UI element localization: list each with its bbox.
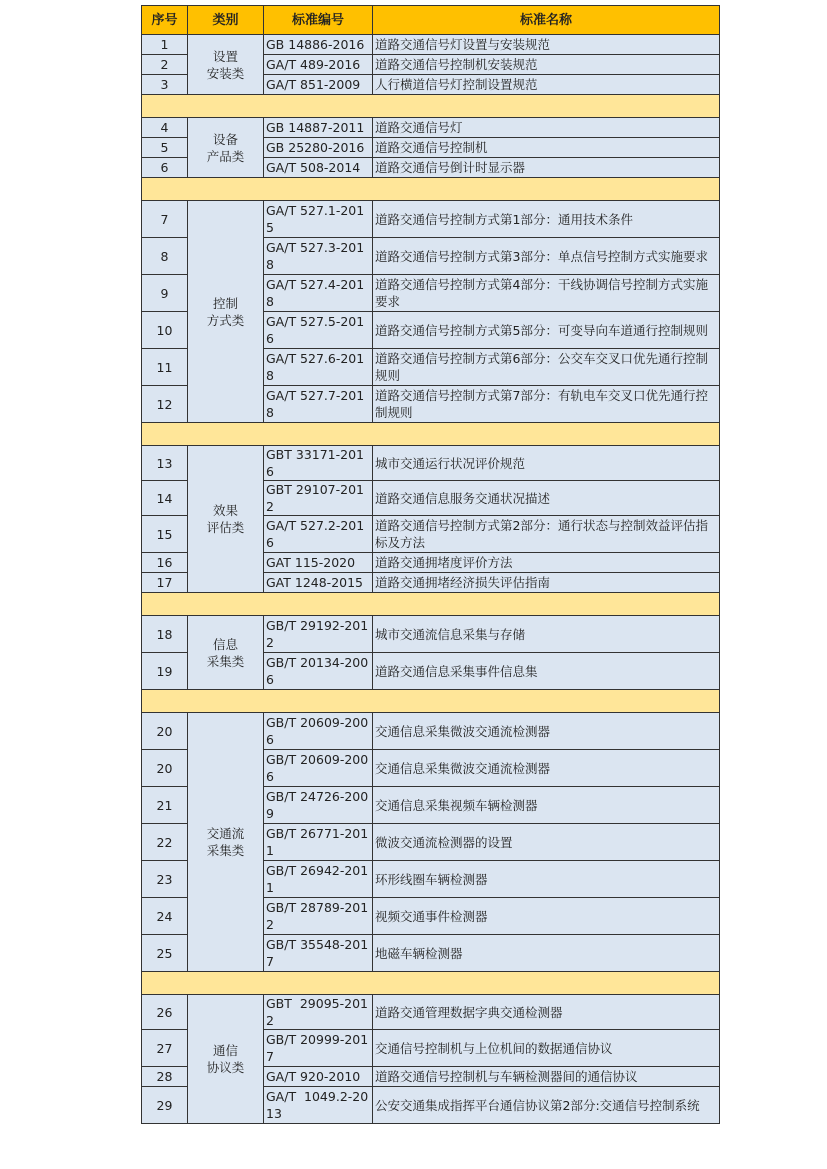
standard-code: GB/T 20999-2017 [264, 1030, 373, 1067]
standard-name: 道路交通管理数据字典交通检测器 [373, 995, 720, 1030]
standard-name: 道路交通信号控制机 [373, 138, 720, 158]
header-category: 类别 [188, 6, 264, 35]
section-separator [142, 95, 720, 118]
separator-cell [142, 690, 720, 713]
section-separator [142, 423, 720, 446]
row-number: 23 [142, 861, 188, 898]
standard-code: GA/T 527.7-2018 [264, 386, 373, 423]
standard-name: 道路交通信号控制机安装规范 [373, 55, 720, 75]
category-label: 评估类 [206, 520, 245, 535]
standard-name: 交通信息采集视频车辆检测器 [373, 787, 720, 824]
row-number: 25 [142, 935, 188, 972]
standard-code: GB/T 29192-2012 [264, 616, 373, 653]
section-separator [142, 972, 720, 995]
row-number: 4 [142, 118, 188, 138]
standard-code: GAT 1248-2015 [264, 573, 373, 593]
row-number: 1 [142, 35, 188, 55]
row-number: 13 [142, 446, 188, 481]
standard-name: 道路交通信号控制方式第4部分：干线协调信号控制方式实施要求 [373, 275, 720, 312]
standard-code: GB/T 28789-2012 [264, 898, 373, 935]
table-row [142, 713, 720, 750]
row-number: 24 [142, 898, 188, 935]
standard-name: 道路交通信号控制方式第1部分：通用技术条件 [373, 201, 720, 238]
standard-name: 视频交通事件检测器 [373, 898, 720, 935]
row-number: 18 [142, 616, 188, 653]
standard-code: GA/T 920-2010 [264, 1067, 373, 1087]
standard-name: 公安交通集成指挥平台通信协议第2部分:交通信号控制系统 [373, 1087, 720, 1124]
standard-name: 道路交通信号灯 [373, 118, 720, 138]
standard-name: 道路交通信号控制方式第3部分：单点信号控制方式实施要求 [373, 238, 720, 275]
standard-name: 道路交通拥堵度评价方法 [373, 553, 720, 573]
standard-name: 道路交通信号控制方式第6部分：公交车交叉口优先通行控制规则 [373, 349, 720, 386]
table-row [142, 201, 720, 238]
standard-code: GA/T 851-2009 [264, 75, 373, 95]
standard-code: GB/T 24726-2009 [264, 787, 373, 824]
row-number: 5 [142, 138, 188, 158]
standard-name: 交通信息采集微波交通流检测器 [373, 750, 720, 787]
separator-cell [142, 178, 720, 201]
row-number: 11 [142, 349, 188, 386]
header-no: 序号 [142, 6, 188, 35]
category-label: 方式类 [206, 312, 245, 328]
standard-name: 道路交通信息服务交通状况描述 [373, 481, 720, 516]
header-name: 标准名称 [373, 6, 720, 35]
table-row [142, 995, 720, 1030]
separator-cell [142, 95, 720, 118]
standard-code: GB 25280-2016 [264, 138, 373, 158]
category-cell [188, 713, 264, 972]
table-row [142, 446, 720, 481]
section-separator [142, 690, 720, 713]
row-number: 9 [142, 275, 188, 312]
standard-code: GB 14887-2011 [264, 118, 373, 138]
standard-code: GB/T 20609-2006 [264, 750, 373, 787]
category-cell [188, 118, 264, 178]
category-label: 效果 [212, 503, 238, 518]
row-number: 8 [142, 238, 188, 275]
category-label: 交通流 [206, 826, 245, 841]
standard-name: 道路交通信息采集事件信息集 [373, 653, 720, 690]
category-label: 采集类 [206, 653, 245, 669]
header-code: 标准编号 [264, 6, 373, 35]
standard-code: GB/T 35548-2017 [264, 935, 373, 972]
standard-code: GA/T 527.6-2018 [264, 349, 373, 386]
standard-code: GA/T 508-2014 [264, 158, 373, 178]
category-cell [188, 446, 264, 593]
standard-code: GA/T 1049.2-2013 [264, 1087, 373, 1124]
category-cell [188, 995, 264, 1124]
separator-cell [142, 972, 720, 995]
standard-name: 道路交通信号灯设置与安装规范 [373, 35, 720, 55]
standard-code: GA/T 527.1-2015 [264, 201, 373, 238]
row-number: 15 [142, 516, 188, 553]
category-label: 安装类 [206, 65, 245, 81]
category-label: 设备 [212, 131, 238, 147]
table-row [142, 118, 720, 138]
standard-name: 道路交通信号控制方式第2部分：通行状态与控制效益评估指标及方法 [373, 516, 720, 553]
category-cell [188, 616, 264, 690]
standard-name: 交通信息采集微波交通流检测器 [373, 713, 720, 750]
standard-name: 交通信号控制机与上位机间的数据通信协议 [373, 1030, 720, 1067]
row-number: 21 [142, 787, 188, 824]
category-label: 信息 [212, 636, 238, 652]
category-label: 设置 [212, 48, 238, 64]
standard-code: GBT 33171-2016 [264, 446, 373, 481]
category-label: 采集类 [206, 843, 245, 858]
standard-code: GA/T 527.4-2018 [264, 275, 373, 312]
row-number: 16 [142, 553, 188, 573]
standard-code: GA/T 527.5-2016 [264, 312, 373, 349]
row-number: 7 [142, 201, 188, 238]
standard-code: GB 14886-2016 [264, 35, 373, 55]
section-separator [142, 178, 720, 201]
row-number: 3 [142, 75, 188, 95]
row-number: 6 [142, 158, 188, 178]
row-number: 22 [142, 824, 188, 861]
row-number: 14 [142, 481, 188, 516]
category-label: 协议类 [206, 1060, 245, 1075]
standard-code: GB/T 26771-2011 [264, 824, 373, 861]
category-label: 控制 [212, 295, 238, 311]
category-label: 产品类 [206, 148, 245, 164]
standards-table [141, 5, 720, 1124]
standard-code: GBT 29107-2012 [264, 481, 373, 516]
section-separator [142, 593, 720, 616]
category-cell [188, 35, 264, 95]
standard-name: 道路交通信号控制方式第7部分：有轨电车交叉口优先通行控制规则 [373, 386, 720, 423]
standard-name: 城市交通运行状况评价规范 [373, 446, 720, 481]
row-number: 29 [142, 1087, 188, 1124]
standard-name: 道路交通信号控制方式第5部分：可变导向车道通行控制规则 [373, 312, 720, 349]
row-number: 20 [142, 750, 188, 787]
table-row [142, 35, 720, 55]
standard-code: GAT 115-2020 [264, 553, 373, 573]
row-number: 17 [142, 573, 188, 593]
category-label: 通信 [212, 1043, 238, 1058]
row-number: 26 [142, 995, 188, 1030]
category-cell [188, 201, 264, 423]
standard-code: GA/T 527.2-2016 [264, 516, 373, 553]
standard-code: GBT 29095-2012 [264, 995, 373, 1030]
row-number: 12 [142, 386, 188, 423]
row-number: 10 [142, 312, 188, 349]
separator-cell [142, 593, 720, 616]
standard-code: GA/T 527.3-2018 [264, 238, 373, 275]
standard-code: GB/T 20609-2006 [264, 713, 373, 750]
row-number: 19 [142, 653, 188, 690]
standard-name: 环形线圈车辆检测器 [373, 861, 720, 898]
standard-name: 道路交通拥堵经济损失评估指南 [373, 573, 720, 593]
standard-name: 人行横道信号灯控制设置规范 [373, 75, 720, 95]
row-number: 28 [142, 1067, 188, 1087]
standard-code: GA/T 489-2016 [264, 55, 373, 75]
row-number: 20 [142, 713, 188, 750]
standard-code: GB/T 20134-2006 [264, 653, 373, 690]
standard-name: 城市交通流信息采集与存储 [373, 616, 720, 653]
separator-cell [142, 423, 720, 446]
header-row [142, 6, 720, 35]
standard-name: 地磁车辆检测器 [373, 935, 720, 972]
row-number: 2 [142, 55, 188, 75]
row-number: 27 [142, 1030, 188, 1067]
standard-code: GB/T 26942-2011 [264, 861, 373, 898]
standard-name: 道路交通信号倒计时显示器 [373, 158, 720, 178]
standard-name: 微波交通流检测器的设置 [373, 824, 720, 861]
standard-name: 道路交通信号控制机与车辆检测器间的通信协议 [373, 1067, 720, 1087]
table-row [142, 616, 720, 653]
